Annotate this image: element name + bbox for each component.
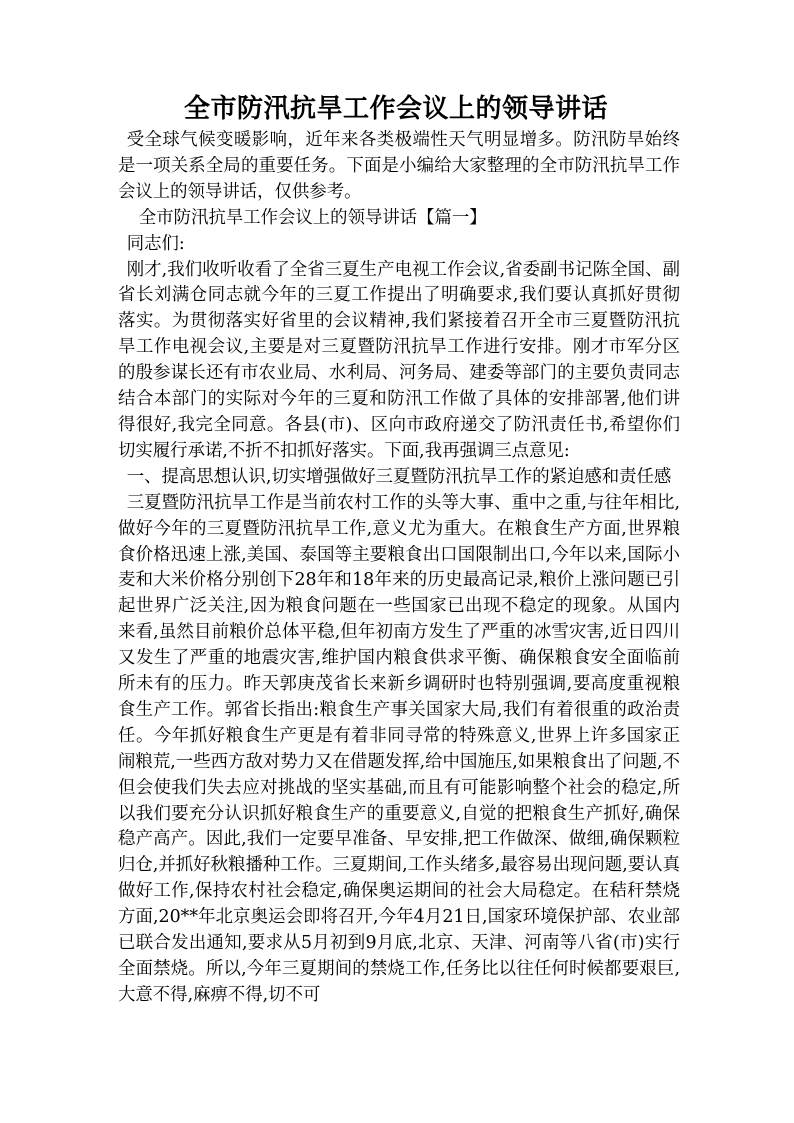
body-paragraph: 刚才,我们收听收看了全省三夏生产电视工作会议,省委副书记陈全国、副省长刘满仓同志就今年的三夏工作提出了明确要求,我们要认真抓好贯彻落实。为贯彻落实好省里的会议精神,我们紧接着召开全市三夏暨防汛抗旱工作电视会议,主要是对三夏暨防汛抗旱工作进行安排。刚才市军分区的殷参谋长还有市农业局、水利局、河务局、建委等部门的主要负责同志结合本部门的实际对今年的三夏和防汛工作做了具体的安排部署,他们讲得很好,我完全同意。各县(市)、区向市政府递交了防汛责任书,希望你们切实履行承诺,不折不扣抓好落实。下面,我再强调三点意见: [118, 259, 680, 461]
body-paragraph: 三夏暨防汛抗旱工作是当前农村工作的头等大事、重中之重,与往年相比,做好今年的三夏暨防汛抗旱工作,意义尤为重大。在粮食生产方面,世界粮食价格迅速上涨,美国、泰国等主要粮食出口国限制出口,今年以来,国际小麦和大米价格分别创下28年和18年来的历史最高记录,粮价上涨问题已引起世界广泛关注,因为粮食问题在一些国家已出现不稳定的现象。从国内来看,虽然目前粮价总体平稳,但年初南方发生了严重的冰雪灾害,近日四川又发生了严重的地震灾害,维护国内粮食供求平衡、确保粮食安全面临前所未有的压力。昨天郭庚茂省长来新乡调研时也特别强调,要高度重视粮食生产工作。郭省长指出:粮食生产事关国家大局,我们有着很重的政治责任。今年抓好粮食生产更是有着非同寻常的特殊意义,世界上许多国家正闹粮荒,一些西方敌对势力又在借题发挥,给中国施压,如果粮食出了问题,不但会使我们失去应对挑战的坚实基础,而且有可能影响整个社会的稳定,所以我们要充分认识抓好粮食生产的重要意义,自觉的把粮食生产抓好,确保稳产高产。因此,我们一定要早准备、早安排,把工作做深、做细,确保颗粒归仓,并抓好秋粮播种工作。三夏期间,工作头绪多,最容易出现问题,要认真做好工作,保持农村社会稳定,确保奥运期间的社会大局稳定。在秸秆禁烧方面,20**年北京奥运会即将召开,今年4月21日,国家环境保护部、农业部已联合发出通知,要求从5月初到9月底,北京、天津、河南等八省(市)实行全面禁烧。所以,今年三夏期间的禁烧工作,任务比以往任何时候都要艰巨,大意不得,麻痹不得,切不可 [118, 492, 681, 1005]
salutation: 同志们: [126, 233, 185, 254]
intro-paragraph: 受全球气候变暖影响，近年来各类极端性天气明显增多。防汛防旱始终是一项关系全局的重要任务。下面是小编给大家整理的全市防汛抗旱工作会议上的领导讲话，仅供参考。 [118, 130, 680, 202]
document-title: 全市防汛抗旱工作会议上的领导讲话 [183, 94, 608, 124]
section-heading: 全市防汛抗旱工作会议上的领导讲话【篇一】 [138, 207, 487, 228]
point-heading: 一、提高思想认识,切实增强做好三夏暨防汛抗旱工作的紧迫感和责任感 [126, 466, 672, 487]
document-body [118, 128, 680, 1009]
